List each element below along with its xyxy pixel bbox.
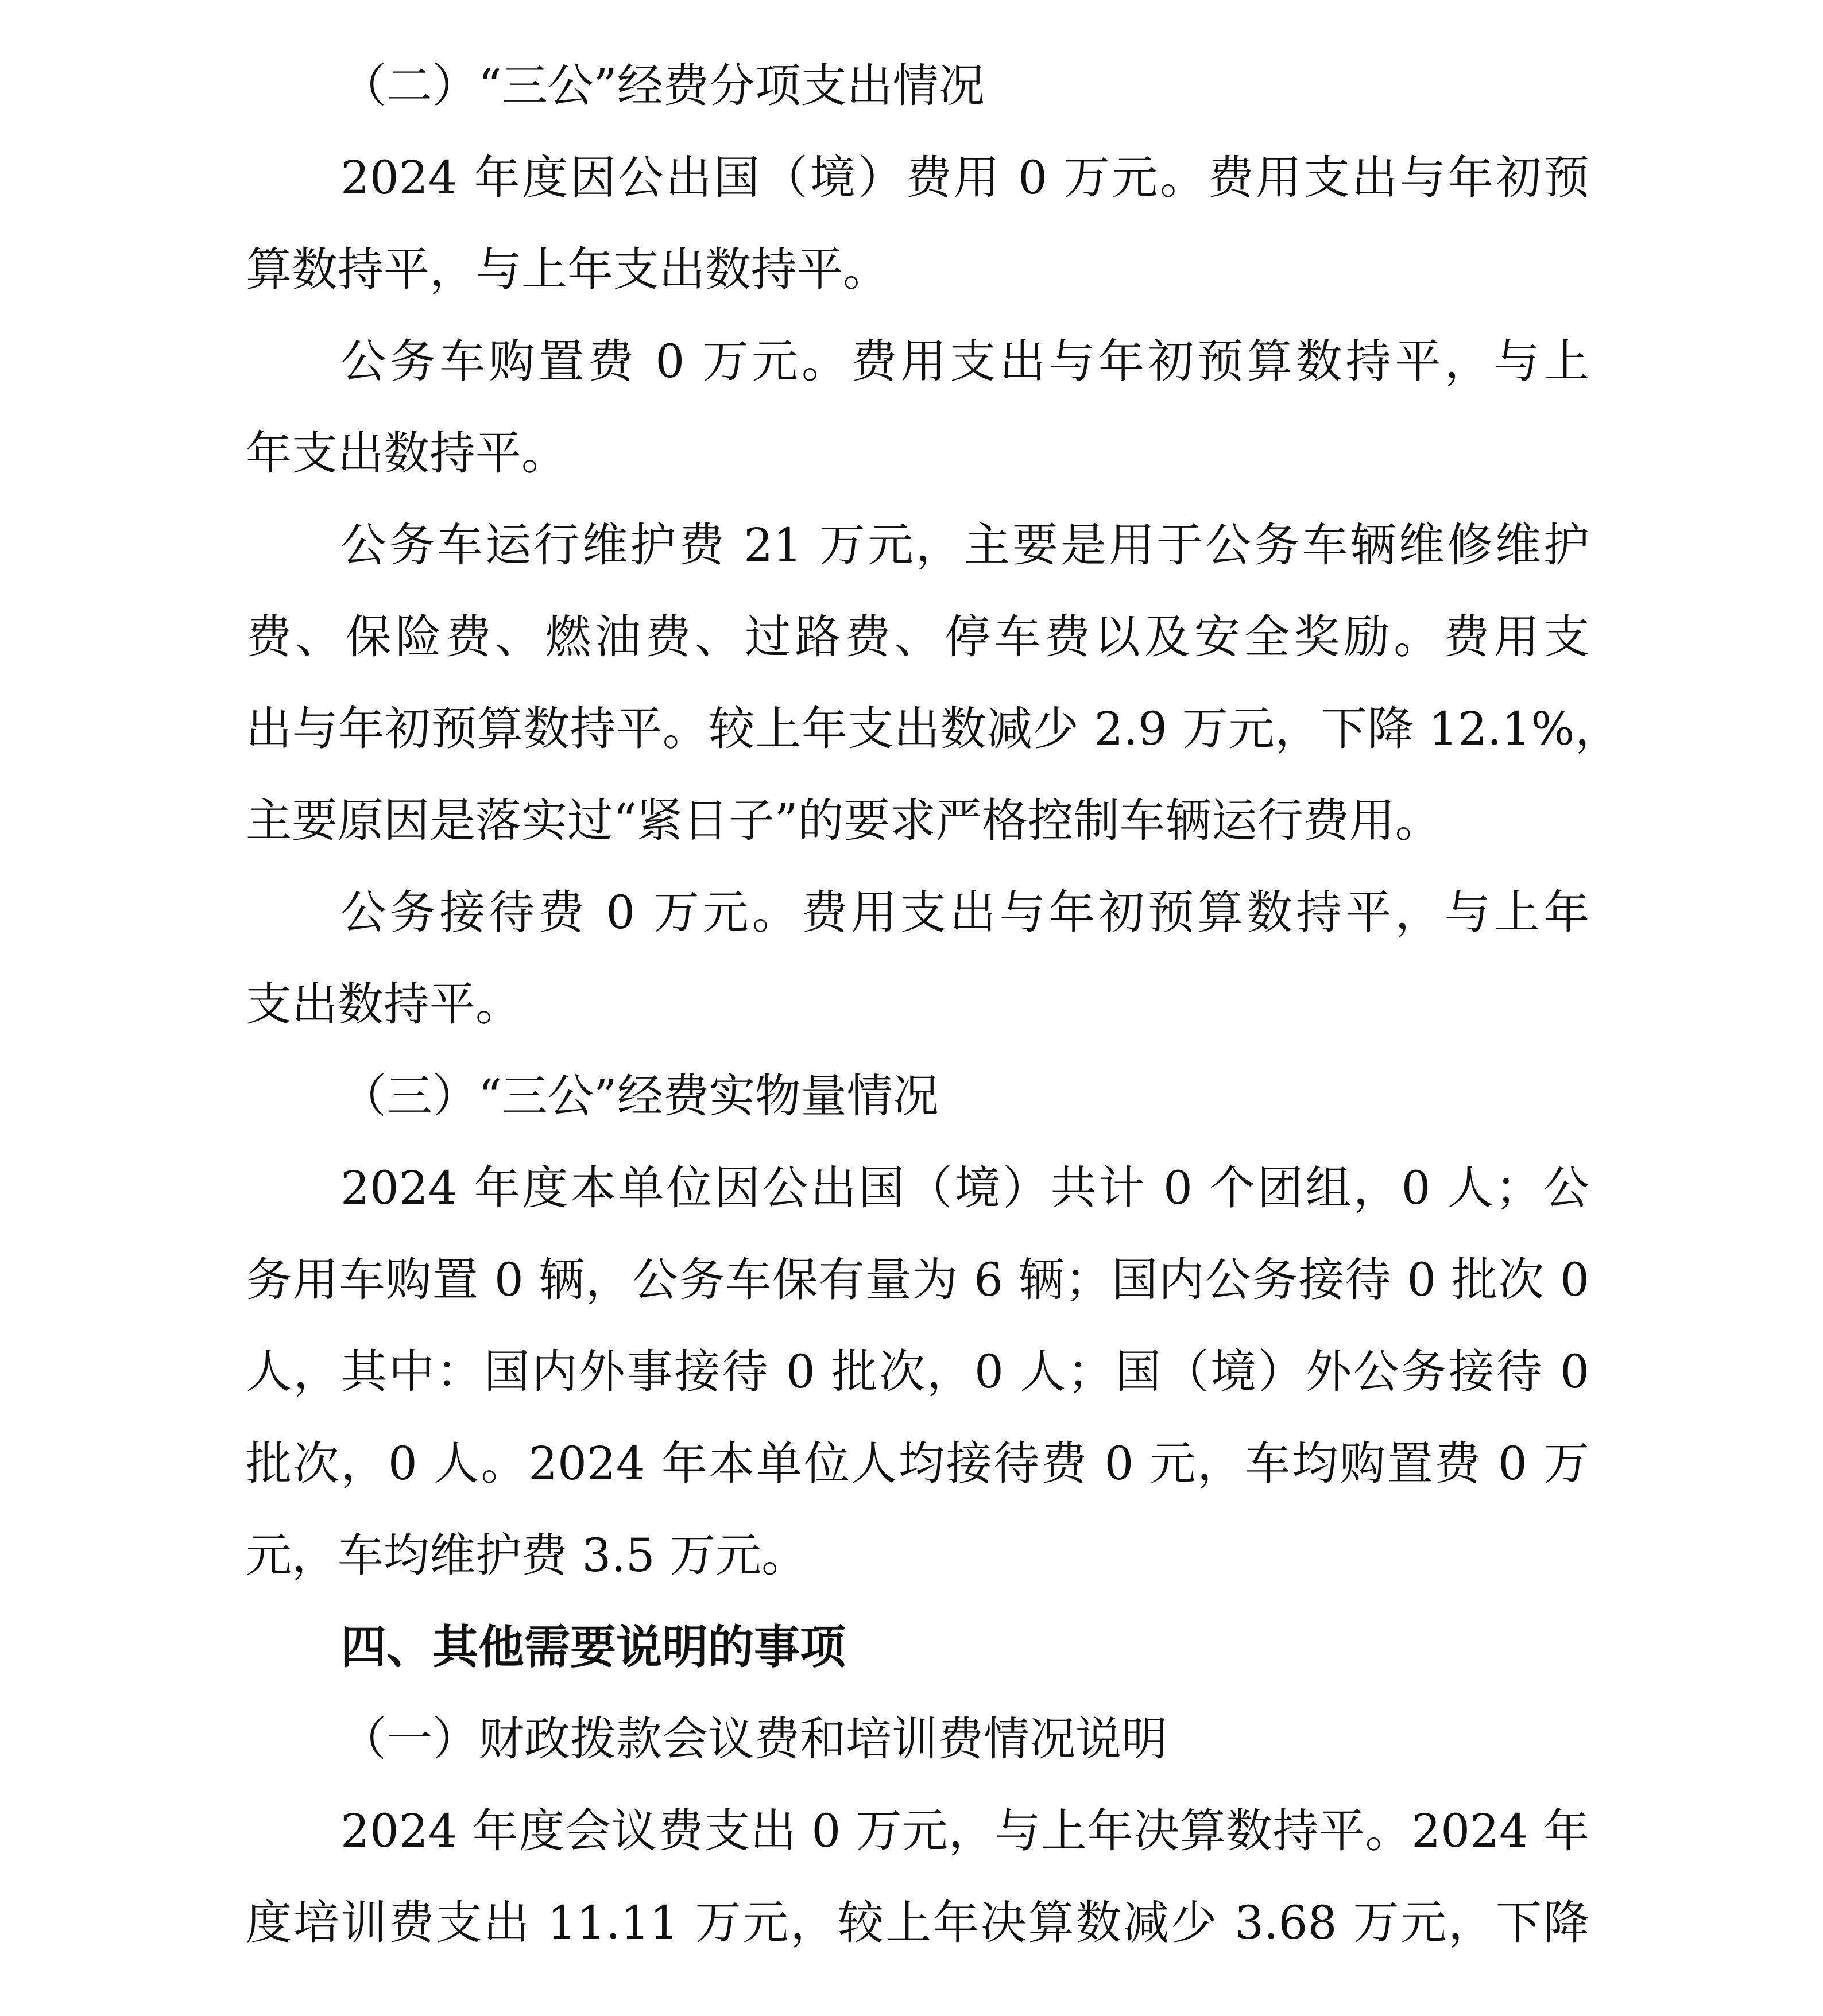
subheading-meeting-training: （一）财政拨款会议费和培训费情况说明 [340,1712,1167,1766]
paragraph-line: 人，其中：国内外事接待 0 批次，0 人；国（境）外公务接待 0 [246,1345,1589,1398]
paragraph-line: 费、保险费、燃油费、过路费、停车费以及安全奖励。费用支 [246,610,1589,664]
paragraph-line: 2024 年度因公出国（境）费用 0 万元。费用支出与年初预 [340,151,1589,204]
subheading-three-public-itemized: （二）“三公”经费分项支出情况 [340,59,985,113]
paragraph-line: 主要原因是落实过“紧日子”的要求严格控制车辆运行费用。 [246,794,1441,847]
paragraph-line: 公务车运行维护费 21 万元，主要是用于公务车辆维修维护 [340,518,1589,572]
paragraph-line: 2024 年度本单位因公出国（境）共计 0 个团组，0 人；公 [340,1161,1589,1215]
paragraph-line: 出与年初预算数持平。较上年支出数减少 2.9 万元，下降 12.1%， [246,702,1621,755]
paragraph-line: 公务接待费 0 万元。费用支出与年初预算数持平，与上年 [340,886,1589,939]
paragraph-line: 年支出数持平。 [246,427,567,480]
subheading-three-public-physical: （三）“三公”经费实物量情况 [340,1069,939,1123]
paragraph-line: 公务车购置费 0 万元。费用支出与年初预算数持平，与上 [340,335,1589,388]
paragraph-line: 务用车购置 0 辆，公务车保有量为 6 辆；国内公务接待 0 批次 0 [246,1253,1589,1306]
section-heading-other-matters: 四、其他需要说明的事项 [340,1620,846,1674]
paragraph-line: 度培训费支出 11.11 万元，较上年决算数减少 3.68 万元，下降 [246,1896,1589,1949]
paragraph-line: 批次，0 人。2024 年本单位人均接待费 0 元，车均购置费 0 万 [246,1437,1589,1490]
paragraph-line: 支出数持平。 [246,978,521,1031]
paragraph-line: 算数持平，与上年支出数持平。 [246,243,889,296]
paragraph-line: 元，车均维护费 3.5 万元。 [246,1529,808,1582]
paragraph-line: 2024 年度会议费支出 0 万元，与上年决算数持平。2024 年 [340,1804,1589,1858]
